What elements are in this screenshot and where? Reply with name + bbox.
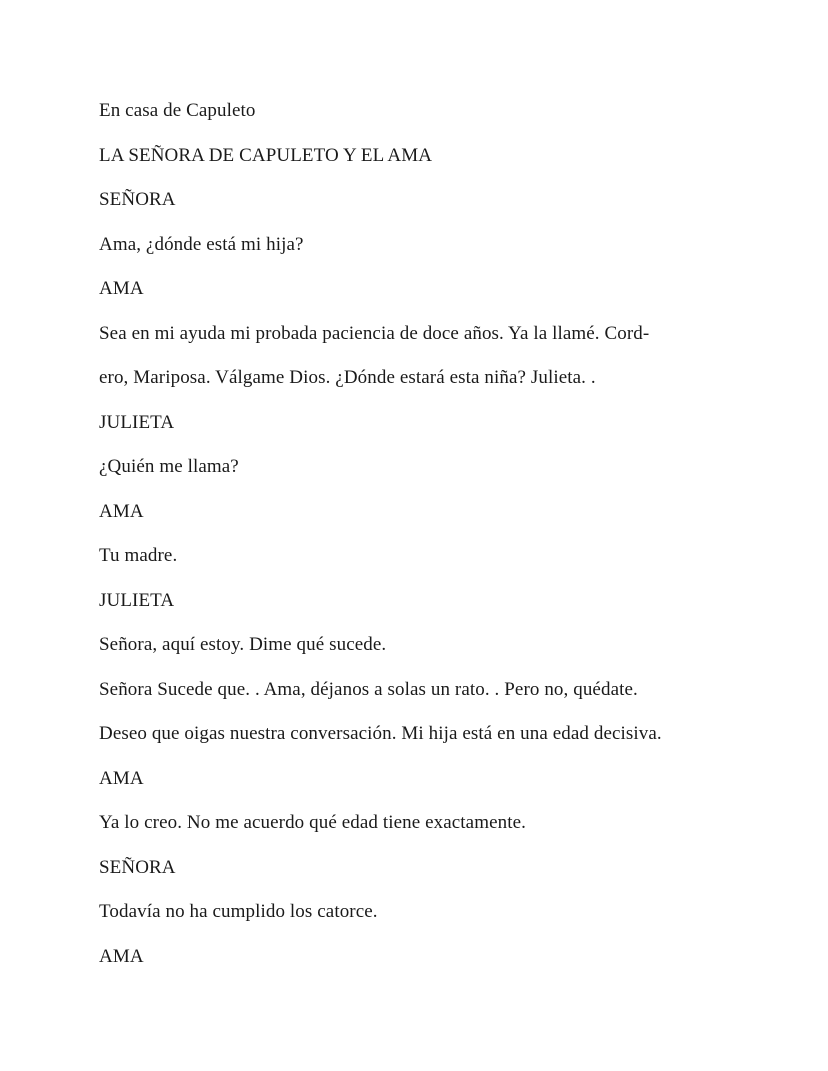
- dialogue-line: Ama, ¿dónde está mi hija?: [99, 233, 304, 255]
- speaker-name: JULIETA: [99, 589, 175, 611]
- dialogue-line: Deseo que oigas nuestra conversación. Mi hija está en una edad decisiva.: [99, 723, 662, 744]
- dialogue-line: Ya lo creo. No me acuerdo qué edad tiene exactamente.: [99, 812, 526, 833]
- dialogue-line: ero, Mariposa. Válgame Dios. ¿Dónde estará esta niña? Julieta. .: [99, 367, 596, 388]
- speaker-name: AMA: [99, 278, 144, 299]
- dialogue-line: Señora, aquí estoy. Dime qué sucede.: [99, 634, 387, 655]
- speaker-name: JULIETA: [99, 411, 175, 433]
- stage-direction: En casa de Capuleto: [99, 100, 256, 121]
- speaker-name: AMA: [99, 945, 144, 967]
- script-text-block: [99, 89, 768, 979]
- speaker-name: AMA: [99, 767, 144, 789]
- scene-heading: LA SEÑORA DE CAPULETO Y EL AMA: [99, 144, 433, 166]
- speaker-name: SEÑORA: [99, 856, 176, 878]
- dialogue-line: Sea en mi ayuda mi probada paciencia de doce años. Ya la llamé. Cord-: [99, 322, 650, 344]
- dialogue-line: Tu madre.: [99, 545, 178, 566]
- dialogue-line: ¿Quién me llama?: [99, 456, 239, 477]
- speaker-name: AMA: [99, 500, 144, 522]
- dialogue-line: Señora Sucede que. . Ama, déjanos a solas un rato. . Pero no, quédate.: [99, 678, 638, 700]
- speaker-name: SEÑORA: [99, 189, 176, 210]
- dialogue-line: Todavía no ha cumplido los catorce.: [99, 901, 378, 922]
